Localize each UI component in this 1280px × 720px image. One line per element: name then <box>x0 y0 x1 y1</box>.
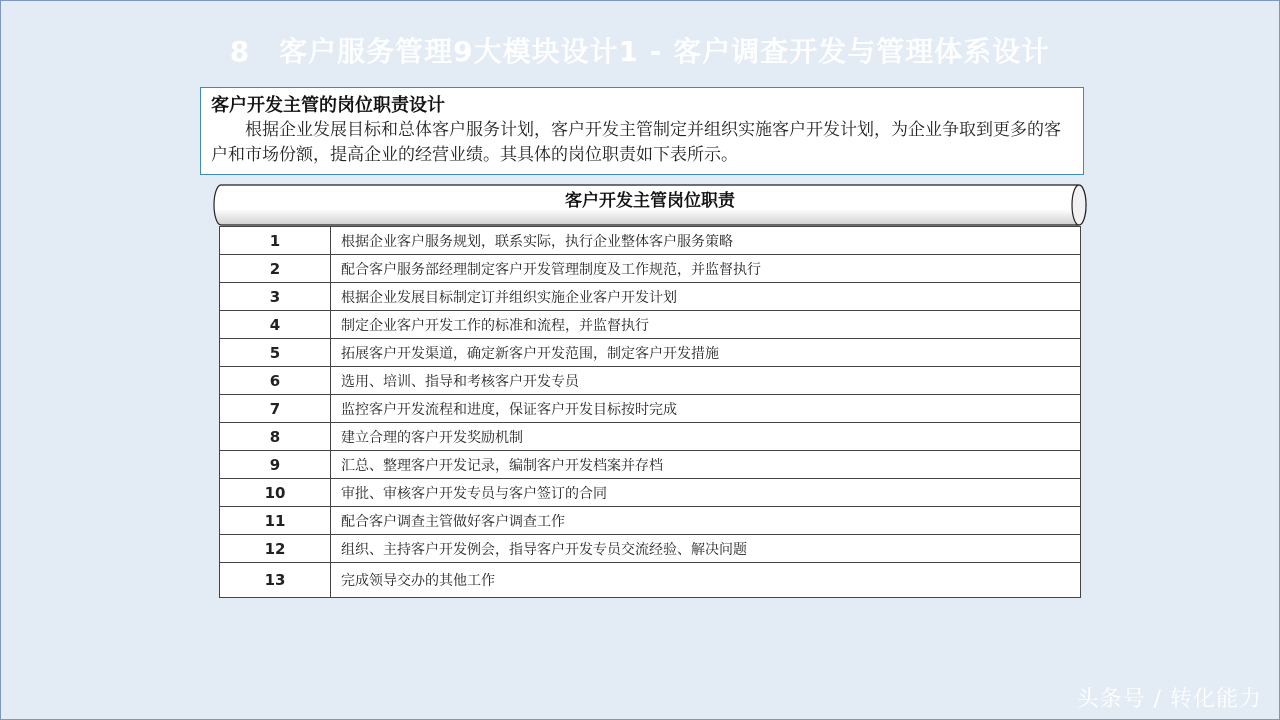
intro-box <box>200 87 1084 175</box>
row-duty: 汇总、整理客户开发记录，编制客户开发档案并存档 <box>331 451 1081 479</box>
table-row <box>220 367 1081 395</box>
table-row <box>220 423 1081 451</box>
row-number: 8 <box>220 423 331 451</box>
row-number: 3 <box>220 283 331 311</box>
row-number: 11 <box>220 507 331 535</box>
row-duty: 选用、培训、指导和考核客户开发专员 <box>331 367 1081 395</box>
row-number: 10 <box>220 479 331 507</box>
row-duty: 监控客户开发流程和进度，保证客户开发目标按时完成 <box>331 395 1081 423</box>
table-row <box>220 563 1081 598</box>
table-row <box>220 507 1081 535</box>
intro-body: 根据企业发展目标和总体客户服务计划，客户开发主管制定并组织实施客户开发计划，为企业争取到更多的客户和市场份额，提高企业的经营业绩。其具体的岗位职责如下表所示。 <box>211 120 1061 165</box>
table-row <box>220 395 1081 423</box>
row-number: 9 <box>220 451 331 479</box>
row-number: 12 <box>220 535 331 563</box>
table-row <box>220 255 1081 283</box>
row-number: 13 <box>220 563 331 598</box>
page-title: 8 客户服务管理9大模块设计1 - 客户调查开发与管理体系设计 <box>229 35 1051 68</box>
row-duty: 拓展客户开发渠道，确定新客户开发范围，制定客户开发措施 <box>331 339 1081 367</box>
row-duty: 根据企业客户服务规划，联系实际，执行企业整体客户服务策略 <box>331 227 1081 255</box>
row-duty: 完成领导交办的其他工作 <box>331 563 1081 598</box>
row-number: 5 <box>220 339 331 367</box>
row-number: 4 <box>220 311 331 339</box>
row-duty: 配合客户服务部经理制定客户开发管理制度及工作规范，并监督执行 <box>331 255 1081 283</box>
row-duty: 制定企业客户开发工作的标准和流程，并监督执行 <box>331 311 1081 339</box>
row-duty: 组织、主持客户开发例会，指导客户开发专员交流经验、解决问题 <box>331 535 1081 563</box>
table-row <box>220 339 1081 367</box>
table-row <box>220 479 1081 507</box>
row-number: 1 <box>220 227 331 255</box>
table-row <box>220 535 1081 563</box>
watermark: 头条号 / 转化能力 <box>1076 687 1262 712</box>
table-header-scroll <box>213 183 1087 227</box>
row-duty: 审批、审核客户开发专员与客户签订的合同 <box>331 479 1081 507</box>
table-row <box>220 311 1081 339</box>
intro-heading: 客户开发主管的岗位职责设计 <box>211 95 445 116</box>
table-row <box>220 227 1081 255</box>
row-number: 6 <box>220 367 331 395</box>
table-row <box>220 283 1081 311</box>
table-row <box>220 451 1081 479</box>
row-number: 2 <box>220 255 331 283</box>
row-duty: 配合客户调查主管做好客户调查工作 <box>331 507 1081 535</box>
table-header-label: 客户开发主管岗位职责 <box>565 191 735 211</box>
duties-table <box>219 226 1081 598</box>
row-number: 7 <box>220 395 331 423</box>
row-duty: 建立合理的客户开发奖励机制 <box>331 423 1081 451</box>
row-duty: 根据企业发展目标制定订并组织实施企业客户开发计划 <box>331 283 1081 311</box>
